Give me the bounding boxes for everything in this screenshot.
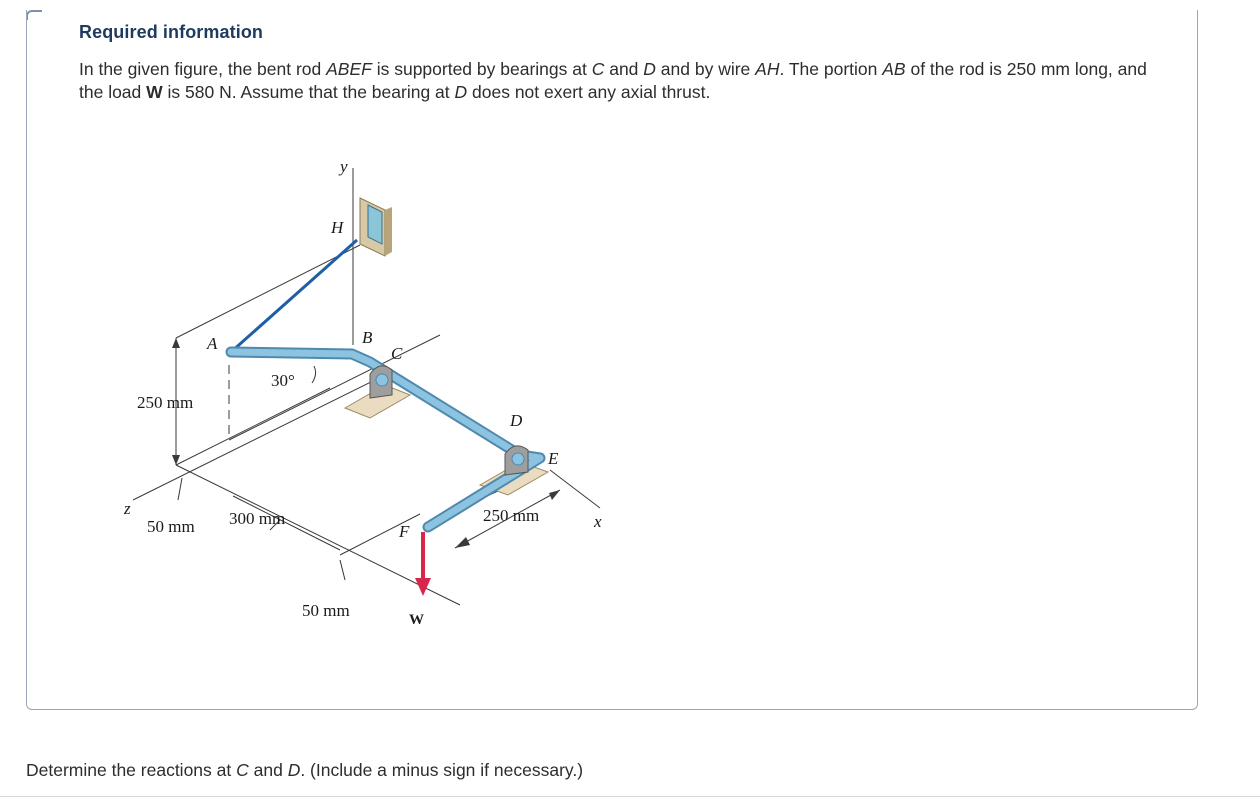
y-axis-label: y [340, 157, 348, 176]
arrowhead [455, 537, 470, 548]
load-w-fig-label: W [409, 612, 424, 628]
question-prompt [26, 760, 583, 781]
text-segment: and by wire [655, 59, 756, 79]
wire-ah [231, 240, 357, 352]
text-segment: is 580 N. Assume that the bearing at [162, 81, 455, 102]
load-w-label: W [146, 81, 163, 102]
dim-50-bottom-label: 50 mm [302, 601, 350, 620]
z-axis-label: z [124, 499, 131, 518]
top-reference-line [176, 245, 360, 338]
wall-bracket-h [360, 198, 392, 256]
bearing-d [505, 446, 528, 475]
bearing-d-label: D [643, 59, 656, 79]
point-h-label: H [331, 218, 344, 237]
x-axis-label: x [594, 512, 602, 531]
arrowhead [549, 490, 560, 500]
dim-50-bottom-leader [340, 560, 345, 580]
wire-label: AH [755, 59, 780, 79]
bent-rod-figure [120, 150, 620, 640]
arrowhead [172, 338, 180, 348]
point-f-label: F [399, 522, 410, 541]
text-segment: is supported by bearings at [371, 59, 592, 79]
bearing-c-label: C [591, 59, 605, 79]
text-segment: . The portion [779, 59, 883, 79]
bearing-c-label: C [236, 760, 249, 780]
dim-250-left-label: 250 mm [137, 393, 194, 412]
bearing-bases [345, 385, 548, 495]
point-e-label: E [548, 449, 559, 468]
text-segment: does not exert any axial thrust. [467, 81, 711, 102]
dim-50-left-label: 50 mm [147, 517, 195, 536]
rod-label: ABEF [326, 59, 372, 79]
bottom-divider [0, 796, 1260, 797]
dim-250-right-label: 250 mm [483, 506, 540, 525]
text-segment: Determine the reactions at [26, 760, 237, 780]
text-segment: and [604, 59, 644, 79]
bearing-d-label: D [287, 760, 301, 780]
load-w-arrow [415, 532, 431, 596]
point-b-label: B [362, 328, 373, 347]
angle-arc [312, 366, 316, 383]
text-segment: . (Include a minus sign if necessary.) [300, 760, 584, 780]
portion-ab-label: AB [882, 59, 906, 79]
problem-statement [79, 58, 1159, 103]
x-axis-line [550, 470, 600, 508]
point-d-label: D [510, 411, 523, 430]
bearing-d-label: D [454, 81, 468, 102]
text-segment: of the rod is 250 mm long, and the load [79, 59, 1147, 102]
required-information-heading: Required information [79, 22, 264, 42]
text-segment: In the given figure, the bent rod [79, 59, 327, 79]
ground-line-left [176, 388, 330, 465]
point-a-label: A [207, 334, 218, 353]
point-c-label: C [391, 344, 403, 363]
dim-300-label: 300 mm [229, 509, 286, 528]
z-ground-line [176, 465, 460, 605]
text-segment: and [248, 760, 288, 780]
bearing-c [370, 366, 392, 398]
angle-label: 30° [271, 371, 295, 390]
dim-50-left-leader [178, 478, 182, 500]
